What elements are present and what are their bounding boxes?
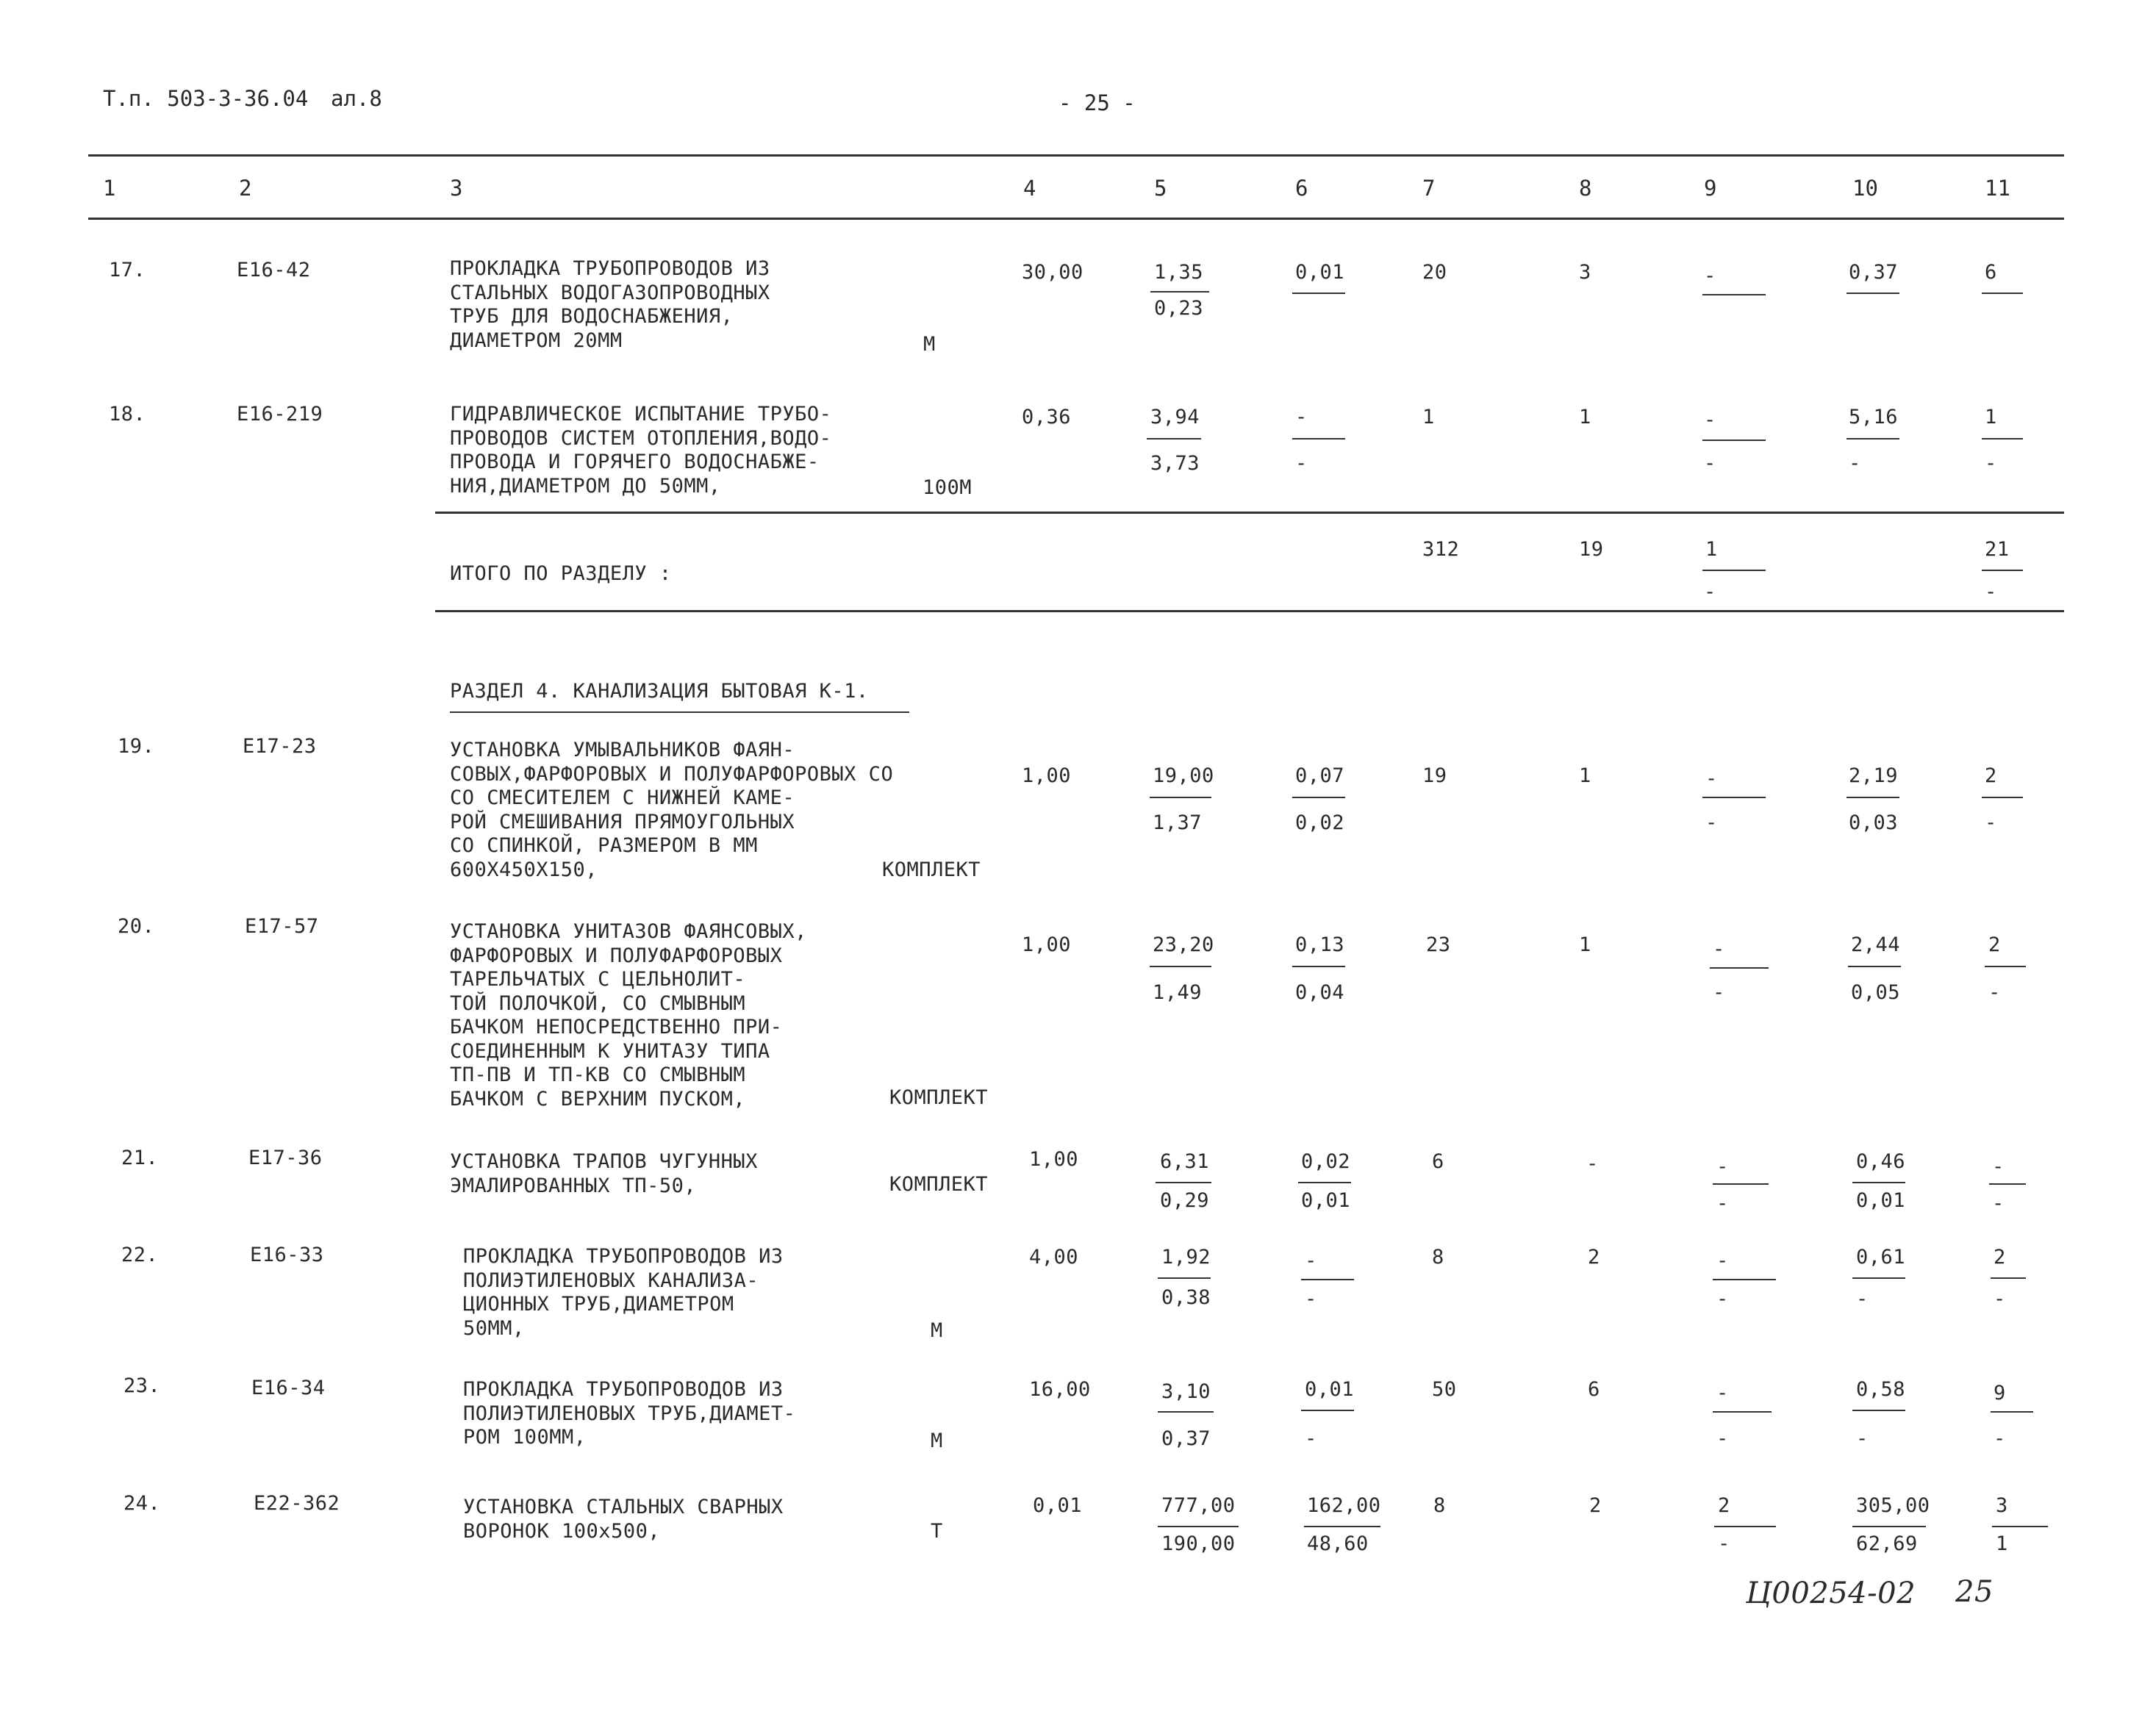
row-20-c11-rule (1985, 966, 2026, 967)
document-code: Т.п. 503-3-36.04 (103, 86, 309, 111)
section-total-label: ИТОГО ПО РАЗДЕЛУ : (450, 562, 672, 585)
row-19-qty: 1,00 (1022, 764, 1072, 787)
row-17-code: Е16-42 (237, 259, 311, 281)
row-18-c10-top: 5,16 (1849, 406, 1899, 428)
row-22-c11-rule (1991, 1277, 2026, 1279)
row-17-c11-top: 6 (1985, 261, 1997, 284)
row-22-code: Е16-33 (250, 1244, 324, 1266)
row-18-c9-bot: - (1704, 452, 1716, 475)
handwritten-page-number: 25 (1955, 1575, 1994, 1609)
row-19-c6-rule (1292, 797, 1345, 798)
row-20-c11-top: 2 (1988, 933, 2001, 956)
page-number: - 25 - (1059, 90, 1136, 115)
section-heading: РАЗДЕЛ 4. КАНАЛИЗАЦИЯ БЫТОВАЯ К-1. (450, 680, 869, 703)
row-20-c11-bot: - (1988, 981, 2001, 1004)
row-17-qty: 30,00 (1022, 261, 1083, 284)
row-22-c10-top: 0,61 (1856, 1246, 1906, 1269)
row-19-c9-bot: - (1705, 811, 1718, 834)
row-24-c8: 2 (1589, 1494, 1602, 1517)
total-c9-top: 1 (1705, 538, 1718, 561)
row-21-c7: 6 (1432, 1150, 1444, 1173)
row-23-c9-rule (1713, 1411, 1772, 1413)
row-19-c8: 1 (1579, 764, 1591, 787)
row-20-c5-top: 23,20 (1153, 933, 1214, 956)
row-23-c7: 50 (1432, 1378, 1457, 1401)
total-c7: 312 (1422, 538, 1460, 561)
row-19-c10-top: 2,19 (1849, 764, 1899, 787)
row-24-number: 24. (123, 1492, 161, 1515)
row-18-number: 18. (109, 403, 146, 426)
row-22-c5-top: 1,92 (1161, 1246, 1211, 1269)
row-19-c11-top: 2 (1985, 764, 1997, 787)
row-18-c11-top: 1 (1985, 406, 1997, 428)
row-18-qty: 0,36 (1022, 406, 1072, 428)
row-18-description: ГИДРАВЛИЧЕСКОЕ ИСПЫТАНИЕ ТРУБО- ПРОВОДОВ СИСТЕМ ОТОПЛЕНИЯ,ВОДО- ПРОВОДА И ГОРЯЧЕГО ВОДОСНАБЖЕ- НИЯ,ДИАМЕТРОМ ДО 50ММ, (450, 403, 832, 498)
row-24-code: Е22-362 (254, 1492, 340, 1515)
row-22-c9-rule (1713, 1279, 1776, 1280)
section-heading-underline (450, 711, 909, 713)
row-23-c6-top: 0,01 (1305, 1378, 1355, 1401)
row-20-code: Е17-57 (245, 915, 319, 938)
row-23-unit: М (931, 1430, 943, 1452)
row-20-c10-rule (1848, 966, 1901, 967)
row-19-c11-rule (1982, 797, 2023, 798)
row-22-c5-rule (1158, 1277, 1211, 1279)
row-19-c10-bot: 0,03 (1849, 811, 1899, 834)
row-18-code: Е16-219 (237, 403, 323, 426)
row-20-c5-bot: 1,49 (1153, 981, 1203, 1004)
row-23-c5-bot: 0,37 (1161, 1427, 1211, 1450)
row-23-description: ПРОКЛАДКА ТРУБОПРОВОДОВ ИЗ ПОЛИЭТИЛЕНОВЫХ ТРУБ,ДИАМЕТ- РОМ 100ММ, (463, 1378, 796, 1449)
row-20-c9-bot: - (1713, 981, 1725, 1004)
row-19-c9-rule (1702, 797, 1766, 798)
col-header-2: 2 (239, 176, 252, 201)
row-22-c8: 2 (1588, 1246, 1600, 1269)
col-header-5: 5 (1154, 176, 1167, 201)
total-c11-top: 21 (1985, 538, 2010, 561)
row-18-c5-bot: 3,73 (1150, 452, 1200, 475)
row-22-c10-bot: - (1856, 1288, 1869, 1310)
row-22-qty: 4,00 (1029, 1246, 1079, 1269)
row-24-c9-rule (1714, 1526, 1776, 1527)
row-18-c9-top: - (1704, 409, 1716, 431)
row-19-c5-rule (1150, 797, 1211, 798)
total-c11-rule (1982, 570, 2023, 571)
col-header-4: 4 (1023, 176, 1036, 201)
row-17-description: ПРОКЛАДКА ТРУБОПРОВОДОВ ИЗ СТАЛЬНЫХ ВОДОГАЗОПРОВОДНЫХ ТРУБ ДЛЯ ВОДОСНАБЖЕНИЯ, ДИАМЕТРОМ 20ММ (450, 257, 770, 352)
row-18-c10-bot: - (1849, 452, 1861, 475)
row-21-description: УСТАНОВКА ТРАПОВ ЧУГУННЫХ ЭМАЛИРОВАННЫХ ТП-50, (450, 1150, 758, 1197)
row-24-c11-rule (1992, 1526, 2048, 1527)
header-top-rule (88, 154, 2064, 157)
row-18-c5-rule (1147, 438, 1201, 440)
row-17-c7: 20 (1422, 261, 1447, 284)
row-17-number: 17. (109, 259, 146, 281)
row-17-c9-rule (1702, 294, 1766, 295)
total-c9-rule (1702, 570, 1766, 571)
row-21-c5-rule (1156, 1182, 1211, 1183)
row-22-c5-bot: 0,38 (1161, 1286, 1211, 1309)
row-19-unit: КОМПЛЕКТ (882, 858, 981, 881)
row-21-c11-top: - (1992, 1155, 2005, 1178)
row-22-c9-top: - (1716, 1249, 1729, 1272)
row-23-c8: 6 (1588, 1378, 1600, 1401)
row-18-c11-rule (1982, 438, 2023, 440)
row-24-c10-top: 305,00 (1856, 1494, 1930, 1517)
row-17-c10-rule (1847, 293, 1899, 294)
row-18-c11-bot: - (1985, 452, 1997, 475)
row-20-c6-top: 0,13 (1295, 933, 1345, 956)
row-23-qty: 16,00 (1029, 1378, 1091, 1401)
row-19-description: УСТАНОВКА УМЫВАЛЬНИКОВ ФАЯН- СОВЫХ,ФАРФОРОВЫХ И ПОЛУФАРФОРОВЫХ СО СО СМЕСИТЕЛЕМ С НИЖНЕЙ КАМЕ- РОЙ СМЕШИВАНИЯ ПРЯМОУГОЛЬНЫХ СО СПИНКОЙ, РАЗМЕРОМ В ММ 600Х450Х150, (450, 739, 894, 881)
row-22-c11-bot: - (1994, 1288, 2006, 1310)
row-20-unit: КОМПЛЕКТ (889, 1086, 989, 1109)
document-stamp: Ц00254-02 (1746, 1577, 1916, 1610)
row-20-c6-bot: 0,04 (1295, 981, 1345, 1004)
row-21-c9-top: - (1716, 1155, 1729, 1178)
col-header-1: 1 (103, 176, 116, 201)
total-c11-bot: - (1985, 581, 1997, 603)
row-23-c5-top: 3,10 (1161, 1380, 1211, 1403)
row-21-c5-bot: 0,29 (1160, 1189, 1210, 1212)
row-23-c5-rule (1158, 1411, 1214, 1413)
row-22-c10-rule (1852, 1277, 1905, 1279)
row-20-c5-rule (1150, 966, 1211, 967)
row-22-c7: 8 (1432, 1246, 1444, 1269)
row-19-number: 19. (118, 735, 155, 758)
row-20-number: 20. (118, 915, 155, 938)
row-20-c6-rule (1292, 966, 1345, 967)
row-20-c10-top: 2,44 (1851, 933, 1901, 956)
row-21-number: 21. (121, 1147, 159, 1169)
row-18-c7: 1 (1422, 406, 1435, 428)
row-24-description: УСТАНОВКА СТАЛЬНЫХ СВАРНЫХ ВОРОНОК 100х500, (463, 1496, 784, 1543)
row-24-c6-top: 162,00 (1307, 1494, 1381, 1517)
row-23-code: Е16-34 (251, 1377, 326, 1399)
row-23-number: 23. (123, 1374, 161, 1397)
row-24-c10-rule (1852, 1526, 1926, 1527)
row-24-c6-rule (1304, 1526, 1380, 1527)
row-21-c6-bot: 0,01 (1301, 1189, 1351, 1212)
row-20-c10-bot: 0,05 (1851, 981, 1901, 1004)
row-21-unit: КОМПЛЕКТ (889, 1173, 989, 1196)
col-header-3: 3 (450, 176, 463, 201)
row-24-c9-bot: - (1718, 1532, 1730, 1555)
row-18-c10-rule (1847, 438, 1899, 440)
row-20-description: УСТАНОВКА УНИТАЗОВ ФАЯНСОВЫХ, ФАРФОРОВЫХ И ПОЛУФАРФОРОВЫХ ТАРЕЛЬЧАТЫХ С ЦЕЛЬНОЛИТ- ТОЙ ПОЛОЧКОЙ, СО СМЫВНЫМ БАЧКОМ НЕПОСРЕДСТВЕННО ПРИ- СОЕДИНЕННЫМ К УНИТАЗУ ТИПА ТП-ПВ И ТП-КВ СО СМЫВНЫМ БАЧКОМ С ВЕРХНИМ ПУСКОМ, (450, 920, 807, 1111)
row-21-c10-rule (1852, 1182, 1905, 1183)
row-21-c9-bot: - (1716, 1192, 1729, 1215)
row-19-c6-top: 0,07 (1295, 764, 1345, 787)
row-23-c10-rule (1852, 1410, 1905, 1411)
row-24-c6-bot: 48,60 (1307, 1532, 1369, 1555)
row-17-c5-top: 1,35 (1154, 261, 1204, 284)
row-24-c10-bot: 62,69 (1856, 1532, 1918, 1555)
row-22-c6-bot: - (1305, 1288, 1317, 1310)
row-21-c5-top: 6,31 (1160, 1150, 1210, 1173)
row-24-c5-bot: 190,00 (1161, 1532, 1236, 1555)
row-21-c11-bot: - (1992, 1192, 2005, 1215)
row-22-description: ПРОКЛАДКА ТРУБОПРОВОДОВ ИЗ ПОЛИЭТИЛЕНОВЫХ КАНАЛИЗА- ЦИОННЫХ ТРУБ,ДИАМЕТРОМ 50ММ, (463, 1245, 784, 1340)
row-22-number: 22. (121, 1244, 159, 1266)
row-23-c10-top: 0,58 (1856, 1378, 1906, 1401)
row-17-c5-rule (1150, 291, 1209, 293)
row-24-c9-top: 2 (1718, 1494, 1730, 1517)
row-20-c9-top: - (1713, 938, 1725, 961)
row-24-c7: 8 (1433, 1494, 1446, 1517)
row-21-c6-top: 0,02 (1301, 1150, 1351, 1173)
row-18-c9-rule (1702, 440, 1766, 441)
col-header-7: 7 (1422, 176, 1436, 201)
row-21-c11-rule (1989, 1183, 2026, 1185)
row-19-c6-bot: 0,02 (1295, 811, 1345, 834)
total-top-rule (435, 512, 2064, 514)
row-17-c10-top: 0,37 (1849, 261, 1899, 284)
row-20-c9-rule (1710, 967, 1769, 969)
row-17-c8: 3 (1579, 261, 1591, 284)
row-23-c6-rule (1301, 1410, 1354, 1411)
col-header-9: 9 (1704, 176, 1717, 201)
row-17-c9-top: - (1704, 265, 1716, 287)
col-header-8: 8 (1579, 176, 1592, 201)
row-18-c5-top: 3,94 (1150, 406, 1200, 428)
row-19-c10-rule (1847, 797, 1899, 798)
row-18-c6-rule (1292, 438, 1345, 440)
row-19-c11-bot: - (1985, 811, 1997, 834)
row-23-c11-top: 9 (1994, 1382, 2006, 1405)
row-23-c11-rule (1991, 1411, 2033, 1413)
row-18-c6-bot: - (1295, 452, 1308, 475)
row-21-qty: 1,00 (1029, 1148, 1079, 1171)
row-23-c11-bot: - (1994, 1427, 2006, 1450)
col-header-10: 10 (1852, 176, 1878, 201)
row-19-c5-top: 19,00 (1153, 764, 1214, 787)
row-18-c6-top: - (1295, 406, 1308, 428)
row-18-c8: 1 (1579, 406, 1591, 428)
row-17-c6-rule (1292, 293, 1345, 294)
row-19-code: Е17-23 (243, 735, 317, 758)
row-17-c11-rule (1982, 293, 2023, 294)
row-17-unit: М (923, 333, 936, 356)
row-22-c6-top: - (1305, 1249, 1317, 1272)
row-22-c9-bot: - (1716, 1288, 1729, 1310)
row-23-c10-bot: - (1856, 1427, 1869, 1450)
row-21-c9-rule (1713, 1183, 1769, 1185)
row-24-qty: 0,01 (1033, 1494, 1083, 1517)
row-23-c9-top: - (1716, 1382, 1729, 1405)
col-header-6: 6 (1295, 176, 1308, 201)
row-21-c10-top: 0,46 (1856, 1150, 1906, 1173)
row-20-qty: 1,00 (1022, 933, 1072, 956)
row-21-c10-bot: 0,01 (1856, 1189, 1906, 1212)
row-24-c11-top: 3 (1996, 1494, 2008, 1517)
row-24-unit: Т (931, 1520, 943, 1543)
total-c8: 19 (1579, 538, 1604, 561)
total-bottom-rule (435, 610, 2064, 612)
row-23-c6-bot: - (1305, 1427, 1317, 1450)
row-21-c6-rule (1298, 1182, 1351, 1183)
row-23-c9-bot: - (1716, 1427, 1729, 1450)
row-20-c8: 1 (1579, 933, 1591, 956)
row-20-c7: 23 (1426, 933, 1451, 956)
row-24-c11-bot: 1 (1996, 1532, 2008, 1555)
col-header-11: 11 (1985, 176, 2010, 201)
row-19-c9-top: - (1705, 767, 1718, 790)
row-22-unit: М (931, 1319, 943, 1342)
row-24-c5-top: 777,00 (1161, 1494, 1236, 1517)
header-bottom-rule (88, 218, 2064, 220)
total-c9-bot: - (1704, 581, 1716, 603)
row-17-c6-top: 0,01 (1295, 261, 1345, 284)
row-21-code: Е17-36 (248, 1147, 323, 1169)
row-19-c5-bot: 1,37 (1153, 811, 1203, 834)
album-number: ал.8 (331, 86, 382, 111)
row-17-c5-bot: 0,23 (1154, 297, 1204, 320)
row-18-unit: 100М (923, 476, 973, 499)
row-19-c7: 19 (1422, 764, 1447, 787)
row-21-c8: - (1586, 1152, 1599, 1175)
row-24-c5-rule (1158, 1526, 1239, 1527)
row-22-c11-top: 2 (1994, 1246, 2006, 1269)
row-22-c6-rule (1301, 1279, 1354, 1280)
